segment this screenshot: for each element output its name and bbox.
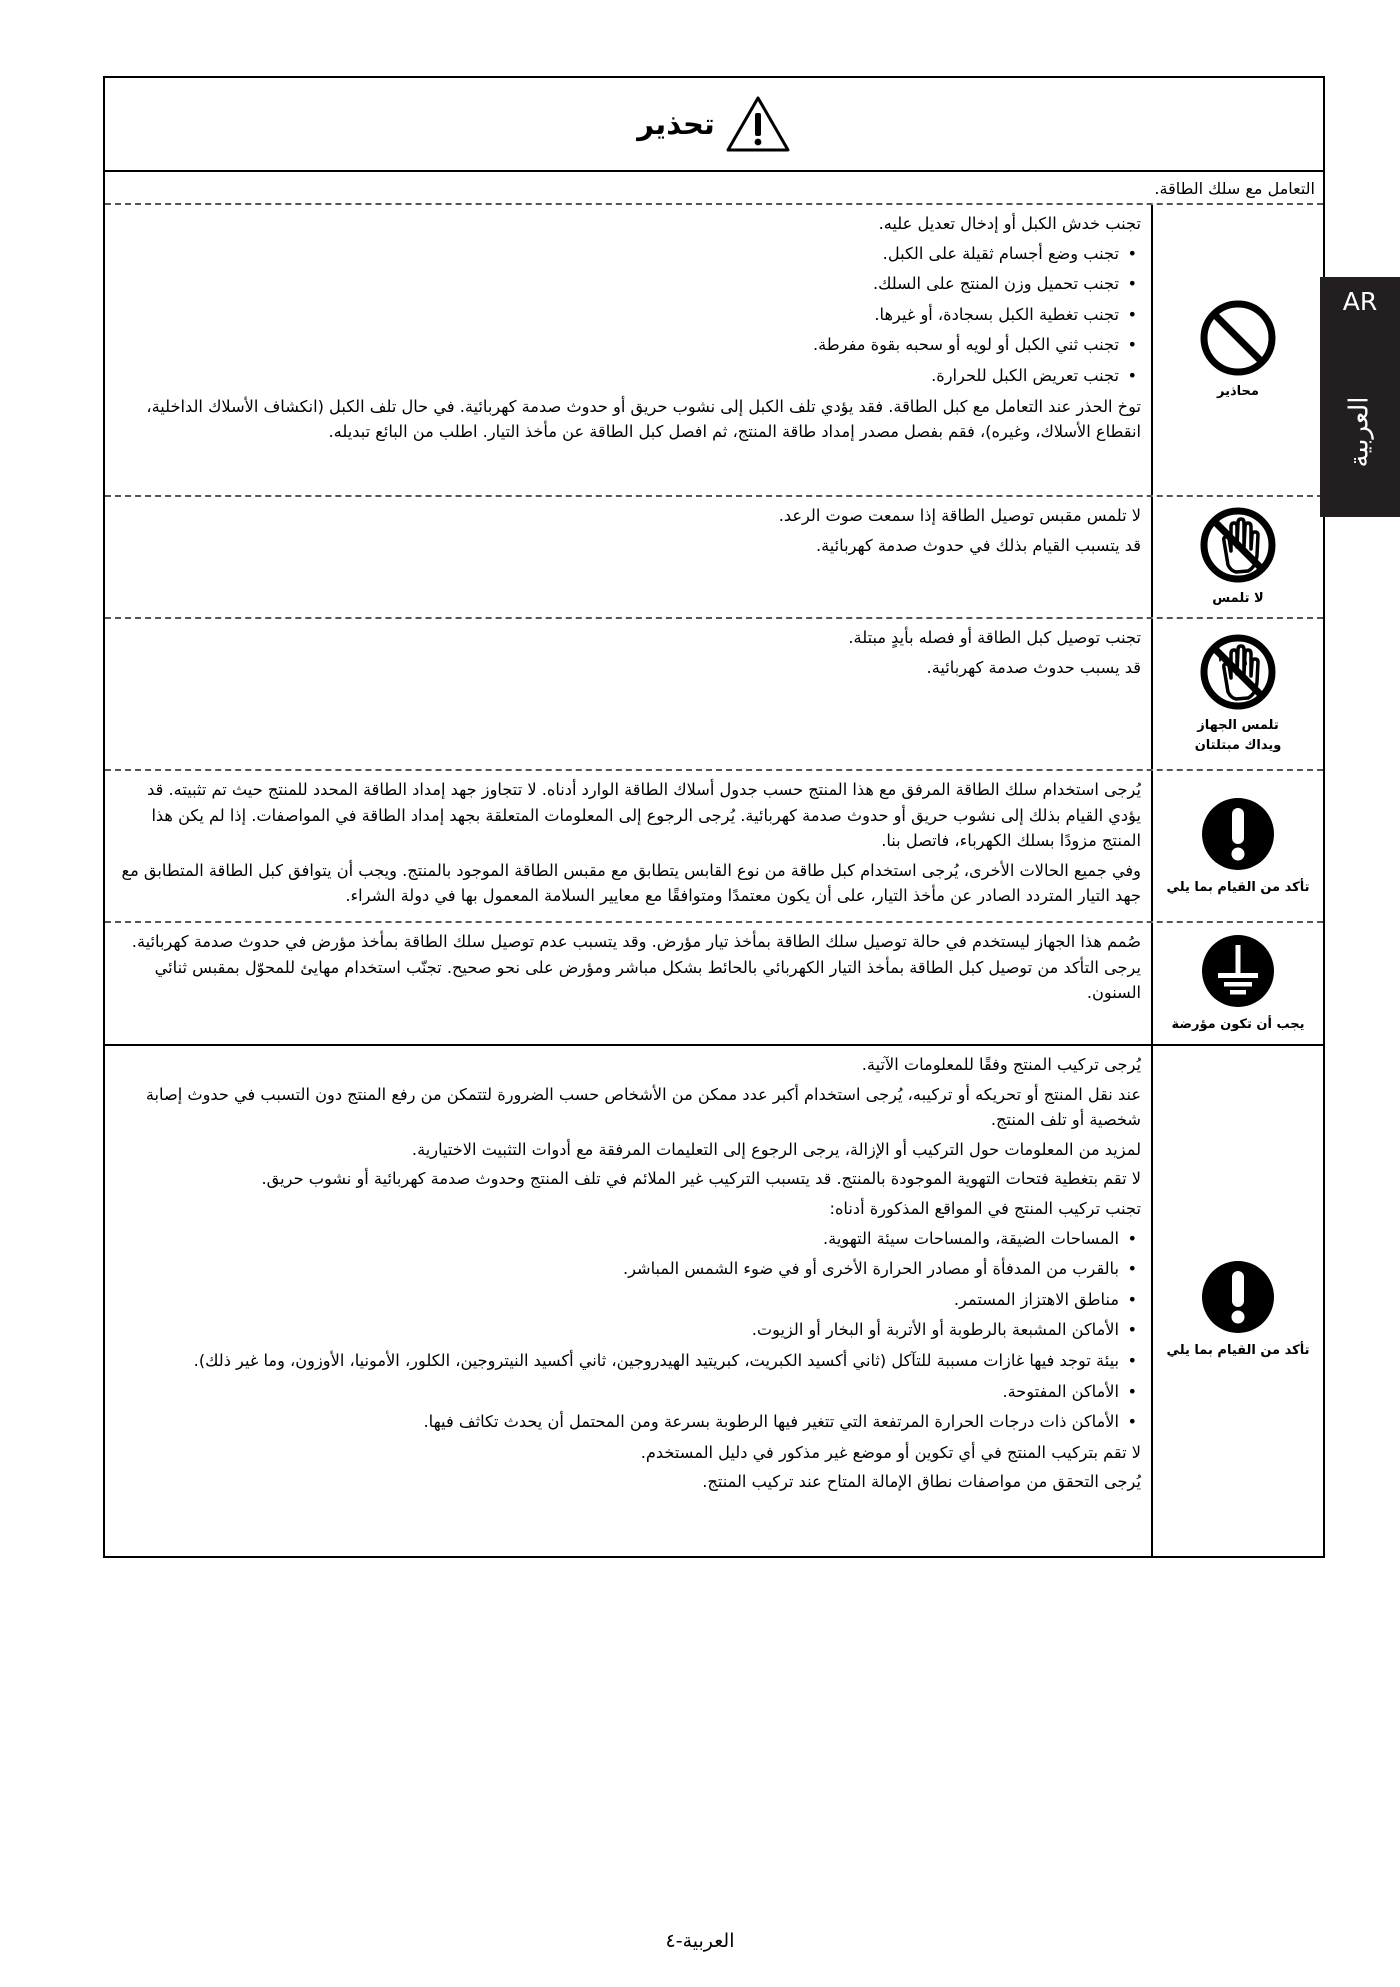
- icon-label-line: تلمس الجهاز: [1197, 717, 1279, 733]
- text-cell: [105, 1046, 1151, 1558]
- paragraph: تجنب توصيل كبل الطاقة أو فصله بأيدٍ مبتلة.: [848, 628, 1141, 647]
- paragraph: يُرجى استخدام سلك الطاقة المرفق مع هذا المنتج حسب جدول أسلاك الطاقة الوارد أدناه. لا تتجاوز جهد إمداد الطاقة المحدد للمنتج حيث تم تثبيته. قد يؤدي القيام بذلك إلى نشوب حريق أو حدوث صدمة كهربائية. يُرجى الرجوع إلى المعلومات المتعلقة بجهد إمداد الطاقة في المواصفات. إذا لم يكن هذا المنتج مزودًا بسلك الكهرباء، فاتصل بنا.: [147, 780, 1141, 851]
- paragraph: يُرجى التحقق من مواصفات نطاق الإمالة المتاح عند تركيب المنتج.: [702, 1472, 1141, 1492]
- bullet-list: [115, 1226, 1141, 1435]
- text-cell: [105, 619, 1151, 769]
- list-item: • المساحات الضيقة، والمساحات سيئة التهوية.: [115, 1226, 1119, 1252]
- paragraph: عند نقل المنتج أو تحريكه أو تركيبه، يُرجى استخدام أكبر عدد ممكن من الأشخاص حسب الضرورة لتتمكن من رفع المنتج دون التسبب في حدوث إصابة شخصية أو تلف المنتج.: [145, 1084, 1141, 1130]
- icon-label: [1195, 716, 1282, 756]
- language-label-wrapper: [1325, 377, 1395, 487]
- warning-triangle-icon: [725, 94, 791, 154]
- cord-handling-row: [105, 205, 1323, 497]
- icon-cell: [1151, 771, 1323, 921]
- mandatory-exclamation-icon: [1198, 1257, 1278, 1337]
- icon-label-line: ويداك مبتلتان: [1194, 738, 1282, 753]
- paragraph: لا تقم بتركيب المنتج في أي تكوين أو موضع غير مذكور في دليل المستخدم.: [640, 1442, 1141, 1462]
- paragraph: لمزيد من المعلومات حول التركيب أو الإزالة، يرجى الرجوع إلى التعليمات المرفقة مع أدوات التثبيت الاختيارية.: [411, 1139, 1141, 1159]
- icon-label: يجب أن تكون مؤرضة: [1171, 1017, 1305, 1033]
- text-cell: [105, 205, 1151, 495]
- list-item: • تجنب تغطية الكبل بسجادة، أو غيرها.: [115, 302, 1119, 328]
- icon-label: تأكد من القيام بما يلي: [1166, 1343, 1310, 1359]
- page-number: العربية-٤: [665, 1930, 735, 1952]
- list-item: • بالقرب من المدفأة أو مصادر الحرارة الأخرى أو في ضوء الشمس المباشر.: [115, 1256, 1119, 1282]
- text-cell: [105, 923, 1151, 1044]
- text-cell: [105, 771, 1151, 921]
- icon-cell: [1151, 205, 1323, 495]
- paragraph: تجنب خدش الكبل أو إدخال تعديل عليه.: [878, 214, 1141, 233]
- thunder-row: [105, 497, 1323, 619]
- text-cell: [105, 497, 1151, 617]
- icon-cell: [1151, 619, 1323, 769]
- paragraph: يُرجى تركيب المنتج وفقًا للمعلومات الآتية.: [861, 1055, 1141, 1074]
- supplied-cord-row: [105, 771, 1323, 923]
- warning-box: [103, 76, 1325, 1558]
- section-title: التعامل مع سلك الطاقة.: [105, 172, 1323, 205]
- paragraph: توخ الحذر عند التعامل مع كبل الطاقة. فقد يؤدي تلف الكبل إلى نشوب حريق أو حدوث صدمة كهربائية. في حال تلف الكبل (انكشاف الأسلاك الداخلية، انقطاع الأسلاك، وغيره)، فقم بفصل مصدر إمداد طاقة المنتج، ثم افصل كبل الطاقة عن مأخذ التيار. اطلب من البائع تبديله.: [146, 396, 1141, 442]
- paragraph: قد يتسبب القيام بذلك في حدوث صدمة كهربائية.: [815, 535, 1141, 555]
- icon-cell: [1151, 497, 1323, 617]
- list-item: • تجنب تحميل وزن المنتج على السلك.: [115, 271, 1119, 297]
- no-touch-hand-icon: [1198, 505, 1278, 585]
- icon-cell: [1151, 1046, 1323, 1558]
- wet-hands-row: [105, 619, 1323, 771]
- mandatory-exclamation-icon: [1198, 794, 1278, 874]
- ground-icon: [1198, 931, 1278, 1011]
- language-side-tab: [1320, 277, 1400, 517]
- language-label: العربية: [1345, 396, 1375, 468]
- icon-label: تأكد من القيام بما يلي: [1166, 879, 1310, 895]
- list-item: • مناطق الاهتزاز المستمر.: [115, 1287, 1119, 1313]
- list-item: • تجنب ثني الكبل أو لويه أو سحبه بقوة مفرطة.: [115, 332, 1119, 358]
- list-item: • بيئة توجد فيها غازات مسببة للتآكل (ثاني أكسيد الكبريت، كبريتيد الهيدروجين، ثاني أكسيد النيتروجين، الكلور، الأمونيا، الأوزون، وما غير ذلك).: [115, 1348, 1119, 1374]
- list-item: • تجنب وضع أجسام ثقيلة على الكبل.: [115, 241, 1119, 267]
- paragraph: لا تقم بتغطية فتحات التهوية الموجودة بالمنتج. قد يتسبب التركيب غير الملائم في تلف المنتج وحدوث صدمة كهربائية أو نشوب حريق.: [261, 1169, 1141, 1189]
- icon-cell: [1151, 923, 1323, 1044]
- warning-title: تحذير: [637, 107, 715, 141]
- warning-header: [105, 78, 1323, 172]
- grounding-row: [105, 923, 1323, 1046]
- language-code: AR: [1342, 287, 1378, 316]
- bullet-list: [115, 241, 1141, 389]
- list-item: • الأماكن المفتوحة.: [115, 1379, 1119, 1405]
- paragraph: لا تلمس مقبس توصيل الطاقة إذا سمعت صوت الرعد.: [778, 506, 1141, 525]
- paragraph: تجنب تركيب المنتج في المواقع المذكورة أدناه:: [829, 1198, 1141, 1218]
- list-item: • الأماكن ذات درجات الحرارة المرتفعة التي تتغير فيها الرطوبة بسرعة ومن المحتمل أن يحدث تكاثف فيها.: [115, 1409, 1119, 1435]
- prohibition-icon: [1198, 298, 1278, 378]
- no-wet-hands-icon: [1198, 632, 1278, 712]
- icon-label: محاذير: [1217, 383, 1259, 399]
- list-item: • تجنب تعريض الكبل للحرارة.: [115, 363, 1119, 389]
- paragraph: قد يسبب حدوث صدمة كهربائية.: [926, 657, 1141, 677]
- icon-label: لا تلمس: [1212, 590, 1264, 606]
- paragraph: وفي جميع الحالات الأخرى، يُرجى استخدام كبل طاقة من نوع القابس يتطابق مع مقبس الطاقة الموجود بالمنتج. ويجب أن يتوافق كبل الطاقة المتطابق مع جهد التيار المتردد الصادر عن مأخذ التيار، على أن يكون معتمدًا ومتوافقًا مع معايير السلامة المعمول بها في دولة الشراء.: [121, 860, 1141, 906]
- installation-row: [105, 1046, 1323, 1558]
- list-item: • الأماكن المشبعة بالرطوبة أو الأتربة أو البخار أو الزيوت.: [115, 1317, 1119, 1343]
- paragraph: صُمم هذا الجهاز ليستخدم في حالة توصيل سلك الطاقة بمأخذ تيار مؤرض. وقد يتسبب عدم توصيل سلك الطاقة بمأخذ مؤرض في حدوث صدمة كهربائية. يرجى التأكد من توصيل كبل الطاقة بمأخذ التيار الكهربائي بالحائط بشكل مباشر ومؤرض على نحو صحيح. تجنّب استخدام مهايئ للمحوّل بمقبس ثنائي السنون.: [131, 932, 1141, 1003]
